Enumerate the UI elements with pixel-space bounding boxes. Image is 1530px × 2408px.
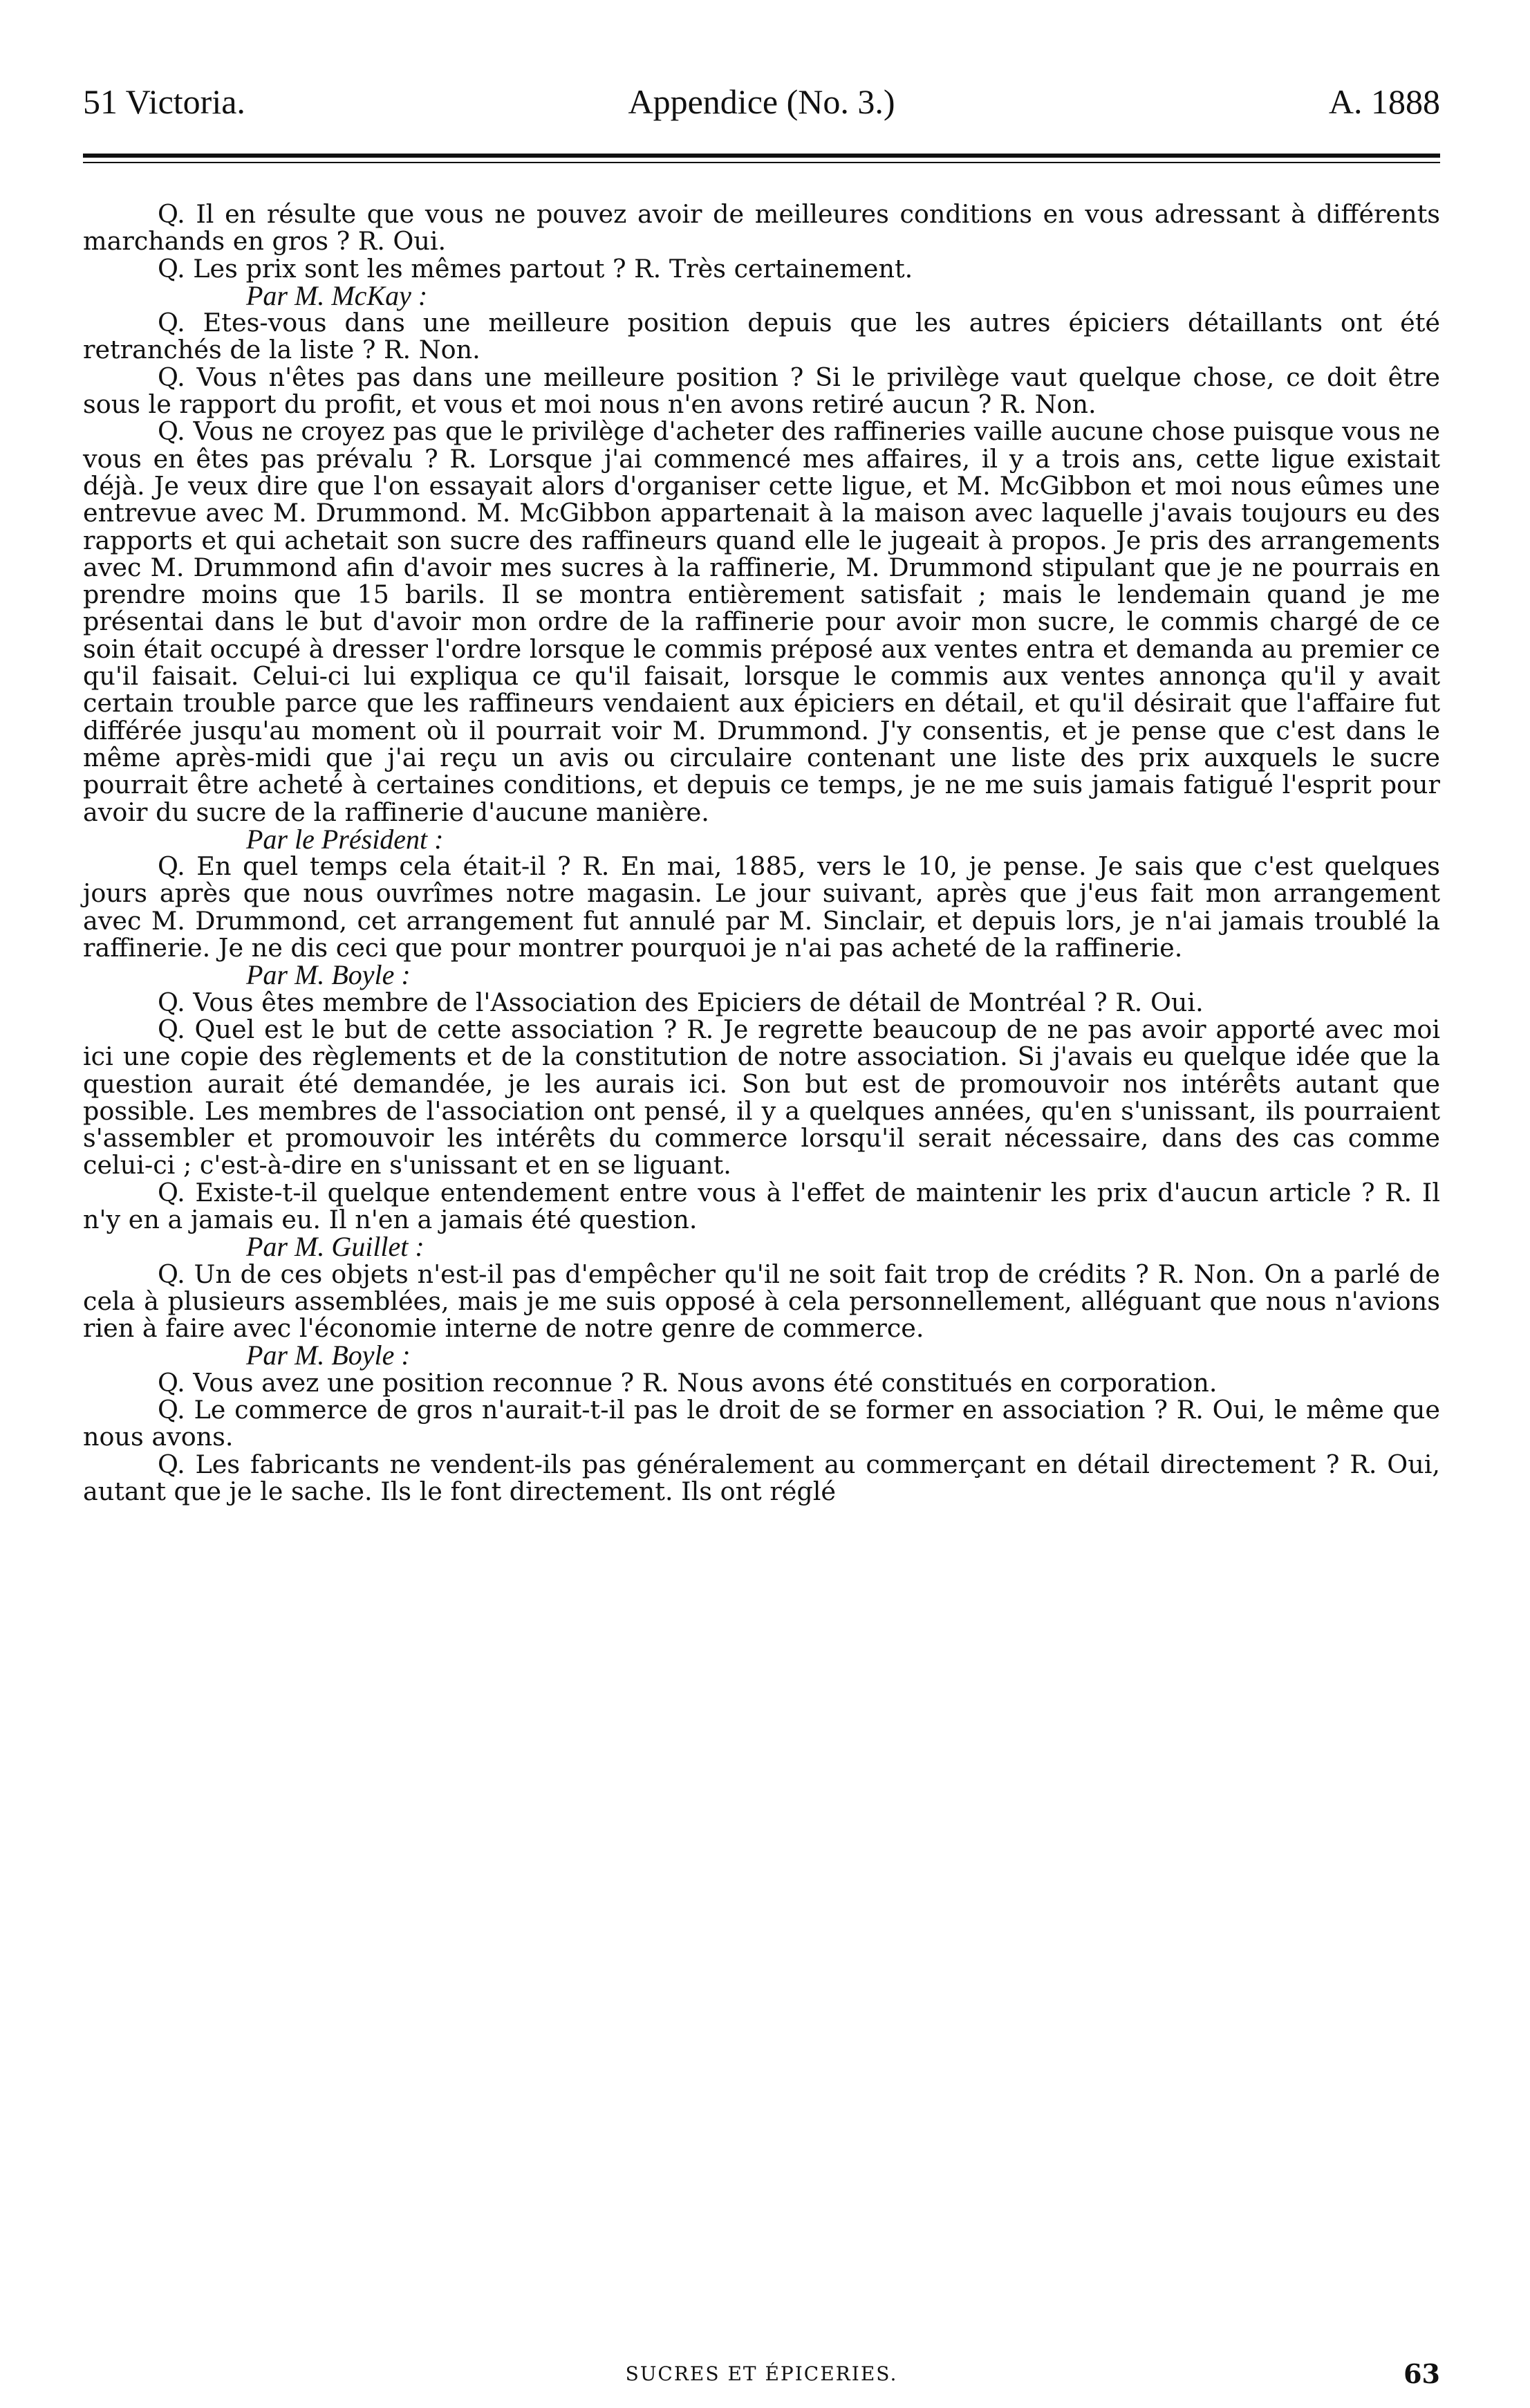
qa-paragraph: Q. Les fabricants ne vendent-ils pas généralement au commerçant en détail directement ? R. Oui, autant que je le sache. Ils le font directement. Ils ont réglé [83, 1449, 1440, 1506]
qa-paragraph: Q. Il en résulte que vous ne pouvez avoir de meilleures conditions en vous adressant à différents marchands en gros ? R. Oui. [83, 199, 1440, 257]
qa-paragraph: Q. Existe-t-il quelque entendement entre vous à l'effet de maintenir les prix d'aucun article ? R. Il n'y en a jamais eu. Il n'en a jamais été question. [83, 1177, 1440, 1234]
page-header [83, 82, 1440, 137]
qa-paragraph: Q. Vous avez une position reconnue ? R. Nous avons été constitués en corporation. [158, 1367, 1218, 1398]
header-rule-thick [83, 154, 1440, 158]
speaker-heading: Par M. Guillet : [246, 1231, 425, 1263]
speaker-heading: Par M. Boyle : [246, 1340, 411, 1371]
page-footer [83, 2358, 1440, 2393]
transcript-body [83, 201, 1440, 1505]
qa-paragraph: Q. Vous n'êtes pas dans une meilleure position ? Si le privilège vaut quelque chose, ce doit être sous le rapport du profit, et vous et moi nous n'en avons retiré aucun ? R. Non. [83, 362, 1440, 420]
qa-paragraph: Q. En quel temps cela était-il ? R. En mai, 1885, vers le 10, je pense. Je sais que c'est quelques jours après que nous ouvrîmes notre magasin. Le jour suivant, après que j'eus fait mon arrangement avec M. Drummond, cet arrangement fut annulé par M. Sinclair, et depuis lors, je n'ai jamais troublé la raffinerie. Je ne dis ceci que pour montrer pourquoi je n'ai pas acheté de la raffinerie. [83, 851, 1440, 963]
header-rule-thin [83, 162, 1440, 163]
header-appendix-title: Appendice (No. 3.) [628, 82, 895, 121]
qa-paragraph: Q. Vous êtes membre de l'Association des Epiciers de détail de Montréal ? R. Oui. [158, 987, 1204, 1017]
header-year: A. 1888 [1328, 82, 1440, 121]
qa-paragraph: Q. Les prix sont les mêmes partout ? R. Très certainement. [158, 253, 913, 284]
page-number: 63 [1403, 2358, 1440, 2389]
speaker-heading: Par le Président : [246, 823, 444, 855]
qa-paragraph: Q. Etes-vous dans une meilleure position depuis que les autres épiciers détaillants ont été retranchés de la liste ? R. Non. [83, 308, 1440, 365]
header-regnal-year: 51 Victoria. [83, 82, 245, 121]
speaker-heading: Par M. Boyle : [246, 959, 411, 991]
qa-paragraph: Q. Quel est le but de cette association ? R. Je regrette beaucoup de ne pas avoir apporté avec moi ici une copie des règlements et de la constitution de notre association. Si j'avais eu quelque idée que la question aurait été demandée, je les aurais ici. Son but est de promouvoir nos intérêts autant que possible. Les membres de l'association ont pensé, il y a quelques années, qu'en s'unissant, ils pourraient s'assembler et promouvoir les intérêts du commerce lorsqu'il serait nécessaire, dans des cas comme celui-ci ; c'est-à-dire en s'unissant et en se liguant. [83, 1014, 1440, 1180]
qa-paragraph: Q. Le commerce de gros n'aurait-t-il pas le droit de se former en association ? R. Oui, le même que nous avons. [83, 1395, 1440, 1452]
speaker-heading: Par M. McKay : [246, 279, 428, 311]
footer-running-title: SUCRES ET ÉPICERIES. [625, 2362, 898, 2385]
qa-paragraph: Q. Un de ces objets n'est-il pas d'empêcher qu'il ne soit fait trop de crédits ? R. Non. On a parlé de cela à plusieurs assemblées, mais je me suis opposé à cela personnellement, alléguant que nous n'avions rien à faire avec l'économie interne de notre genre de commerce. [83, 1259, 1440, 1344]
qa-paragraph: Q. Vous ne croyez pas que le privilège d'acheter des raffineries vaille aucune chose puisque vous ne vous en êtes pas prévalu ? R. Lorsque j'ai commencé mes affaires, il y a trois ans, cette ligue existait déjà. Je veux dire que l'on essayait alors d'organiser cette ligue, et M. McGibbon et moi nous eûmes une entrevue avec M. Drummond. M. McGibbon appartenait à la maison avec laquelle j'avais toujours eu des rapports et qui achetait son sucre des raffineurs quand elle le jugeait à propos. Je pris des arrangements avec M. Drummond afin d'avoir mes sucres à la raffinerie, M. Drummond stipulant que je ne pourrais en prendre moins que 15 barils. Il se montra entièrement satisfait ; mais le lendemain quand je me présentai dans le but d'avoir mon ordre de la raffinerie pour avoir mon sucre, le commis chargé de ce soin était occupé à dresser l'ordre lorsque le commis préposé aux ventes entra et demanda au premier ce qu'il faisait. Celui-ci lui expliqua ce qu'il faisait, lorsque le commis aux ventes annonça qu'il y avait certain trouble parce que les raffineurs vendaient aux épiciers en détail, et qu'il désirait que l'affaire fut différée jusqu'au moment où il pourrait voir M. Drummond. J'y consentis, et je pense que c'est dans le même après-midi que j'ai reçu un avis ou circulaire contenant une liste des prix auxquels le sucre pourrait être acheté à certaines conditions, et depuis ce temps, je ne me suis jamais fatigué l'esprit pour avoir du sucre de la raffinerie d'aucune manière. [83, 416, 1440, 827]
